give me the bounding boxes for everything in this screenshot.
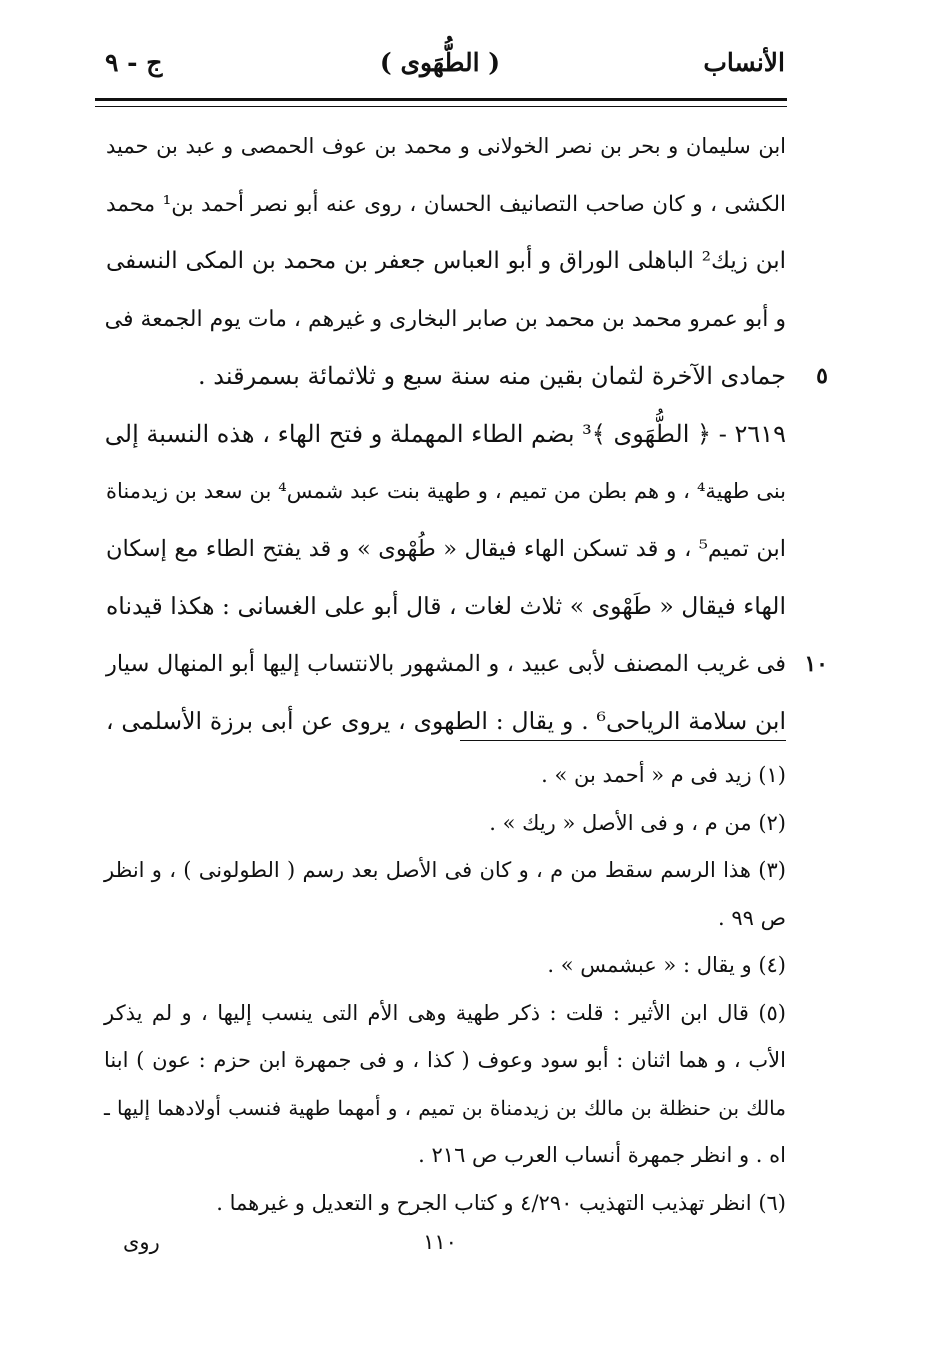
line-number-5: ٥ — [816, 363, 828, 389]
entry-title: ( الطُّهَوى ) — [379, 48, 501, 77]
text-line: فى غريب المصنف لأبى عبيد ، و المشهور بالانتساب إليها أبو المنهال سيار — [106, 650, 786, 677]
text-line: بنى طهية⁴ ، و هم بطن من تميم ، و طهية بنت عبد شمس⁴ بن سعد بن زيدمناة — [106, 479, 786, 503]
page-header — [95, 48, 785, 92]
footnote-5-cont: مالك بن حنظلة بن مالك بن زيدمناة بن تميم ، و أمهما طهية فنسب أولادهما إليها ـ — [104, 1095, 786, 1120]
footnote-5: (٥) قال ابن الأثير : قلت : ذكر طهية وهى الأم التى ينسب إليها ، و لم يذكر — [104, 1000, 786, 1025]
footnote-1: (١) زيد فى م « أحمد بن » . — [541, 763, 786, 787]
text-line: ابن تميم⁵ ، و قد تسكن الهاء فيقال « طُهْوى » و قد يفتح الطاء مع إسكان — [106, 535, 787, 562]
page-footer — [95, 1230, 785, 1266]
text-line: ابن زيك² الباهلى الوراق و أبو العباس جعفر بن محمد بن المكى النسفى — [106, 248, 786, 274]
text-line: ابن سلامة الرياحى⁶ . و يقال : الطهوى ، يروى عن أبى برزة الأسلمى ، — [106, 707, 786, 735]
footnote-3: (٣) هذا الرسم سقط من م ، و كان فى الأصل بعد رسم ( الطولونى ) ، و انظر — [104, 858, 786, 882]
page-number: ١١٠ — [423, 1230, 457, 1254]
footnote-6: (٦) انظر تهذيب التهذيب ٤/٢٩٠ و كتاب الجرح و التعديل و غيرهما . — [216, 1190, 786, 1215]
text-line: ابن سليمان و بحر بن نصر الخولانى و محمد بن عوف الحمصى و عبد بن حميد — [106, 134, 786, 158]
text-line: الهاء فيقال « طَهْوى » ثلاث لغات ، قال أبو على الغسانى : هكذا قيدناه — [106, 592, 786, 620]
header-rule-thick — [95, 98, 787, 101]
text-line: الكشى ، و كان صاحب التصانيف الحسان ، روى عنه أبو نصر أحمد بن¹ محمد — [106, 191, 786, 217]
footnote-separator — [460, 740, 786, 741]
header-rule-thin — [95, 106, 787, 107]
volume-number: ج - ٩ — [105, 48, 163, 77]
main-text — [104, 118, 828, 751]
footnotes — [104, 752, 786, 1227]
text-line-with-margin — [106, 636, 828, 694]
footnote-2: (٢) من م ، و فى الأصل « ريك » . — [489, 810, 786, 835]
text-line-with-margin — [106, 348, 828, 406]
footnote-3-cont: ص ٩٩ . — [718, 905, 786, 930]
text-line: جمادى الآخرة لثمان بقين منه سنة سبع و ثلاثمائة بسمرقند . — [198, 362, 786, 390]
section-title: الأنساب — [703, 48, 785, 77]
line-number-10: ١٠ — [804, 650, 828, 677]
catchword: روى — [123, 1230, 160, 1254]
footnote-5-cont: اه . و انظر جمهرة أنساب العرب ص ٢١٦ . — [418, 1143, 786, 1167]
footnote-4: (٤) و يقال : « عبشمس » . — [547, 953, 786, 977]
entry-heading-line: ٢٦١٩ - ﴿ الطُّهَوى ﴾³ بضم الطاء المهملة و فتح الهاء ، هذه النسبة إلى — [104, 419, 786, 448]
footnote-5-cont: الأب ، و هما اثنان : أبو سود وعوف ( كذا ، و فى جمهرة ابن حزم : عون ) ابنا — [104, 1048, 786, 1072]
text-line: و أبو عمرو محمد بن محمد بن صابر البخارى و غيرهم ، مات يوم الجمعة فى — [104, 306, 786, 332]
